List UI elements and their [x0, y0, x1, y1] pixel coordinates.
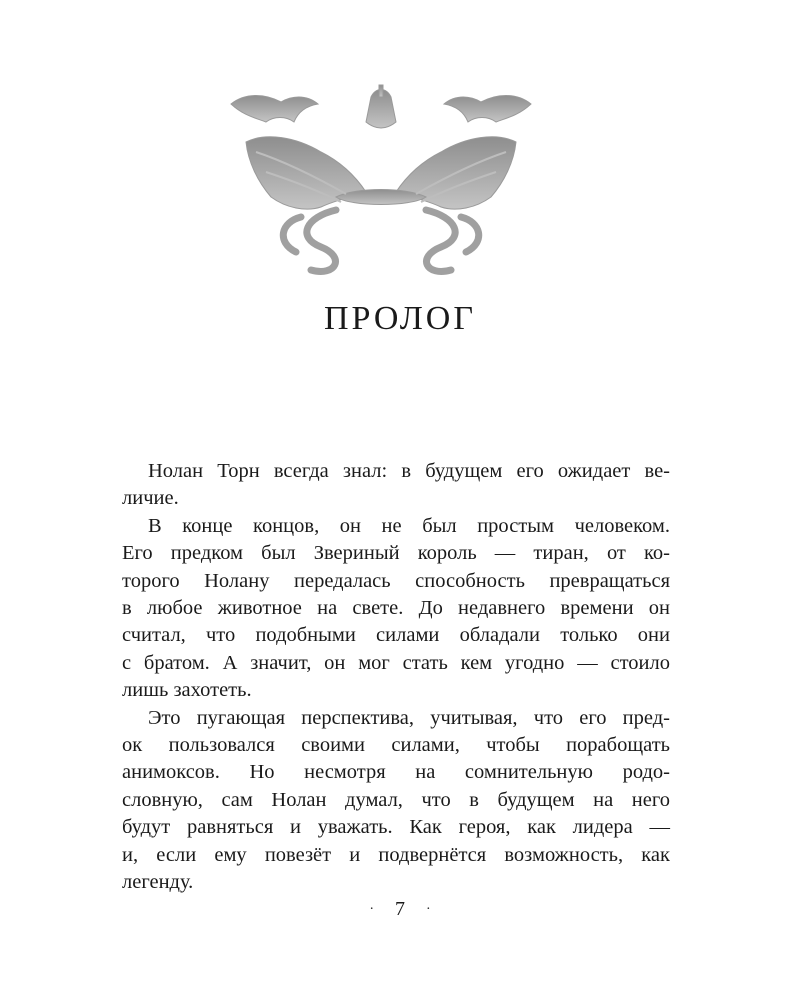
text-line: словную, сам Нолан думал, что в будущем на него [122, 788, 670, 811]
separator-dot: · [426, 902, 431, 918]
text-line: считал, что подобными силами обладали только они [122, 624, 670, 647]
text-line: ок пользовался своими силами, чтобы порабощать [122, 734, 670, 757]
text-line: и, если ему повезёт и подвернётся возможность, как [122, 843, 670, 866]
chapter-body [122, 458, 670, 897]
paragraph [122, 513, 670, 705]
text-line: будут равняться и уважать. Как героя, как лидера — [122, 816, 670, 839]
chapter-title: ПРОЛОГ [323, 300, 476, 337]
text-line: Нолан Торн всегда знал: в будущем его ожидает ве- [148, 460, 670, 482]
page-number: 7 [395, 898, 405, 920]
text-line: личие. [122, 487, 179, 510]
paragraph [122, 458, 670, 513]
paragraph [122, 705, 670, 897]
text-line: легенду. [122, 871, 194, 894]
text-line: лишь захотеть. [122, 679, 252, 702]
text-line: Его предком был Звериный король — тиран, от ко- [122, 542, 670, 565]
text-line: Это пугающая перспектива, учитывая, что его пред- [148, 706, 670, 729]
text-line: анимоксов. Но несмотря на сомнительную родо- [122, 761, 670, 784]
page-footer [0, 898, 800, 921]
text-line: в любое животное на свете. До недавнего времени он [122, 597, 670, 620]
text-line: В конце концов, он не был простым человеком. [148, 514, 670, 537]
beasts-emblem-icon [226, 82, 536, 282]
text-line: с братом. А значит, он мог стать кем угодно — стоило [122, 651, 670, 674]
text-line: торого Нолану передалась способность превращаться [122, 569, 670, 592]
separator-dot: · [369, 902, 374, 918]
